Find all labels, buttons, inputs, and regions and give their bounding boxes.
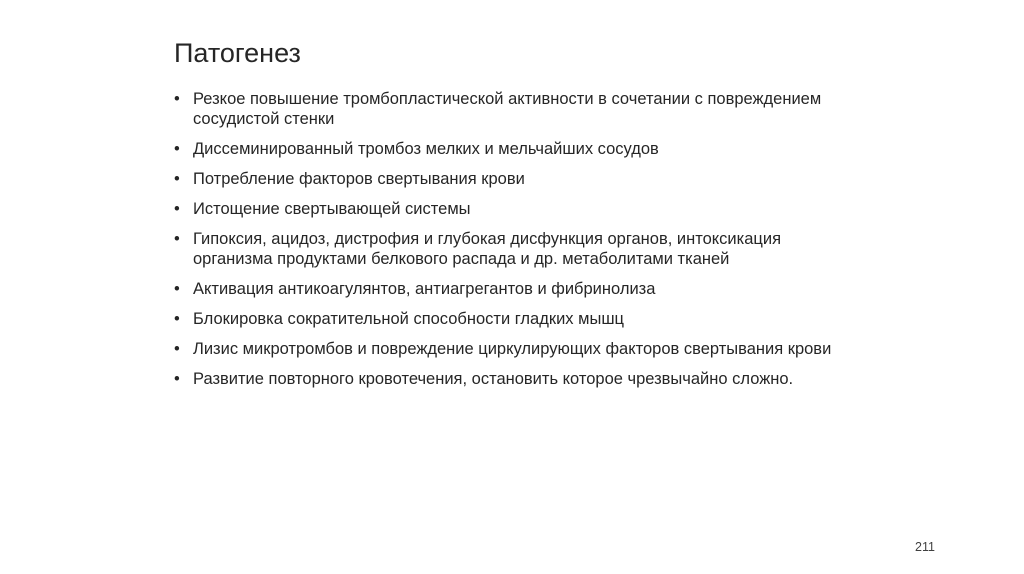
list-item (174, 169, 854, 189)
list-item-text: Потребление факторов свертывания крови (193, 170, 525, 188)
bullet-icon: • (174, 140, 180, 158)
list-item (174, 199, 854, 219)
bullet-icon: • (174, 280, 180, 298)
list-item-text: Активация антикоагулянтов, антиагрегантов и фибринолиза (193, 280, 656, 298)
list-item (174, 139, 854, 159)
list-item-text: Лизис микротромбов и повреждение циркулирующих факторов свертывания крови (193, 340, 832, 358)
list-item (174, 369, 854, 389)
list-item (174, 309, 854, 329)
list-item (174, 279, 854, 299)
list-item (174, 89, 854, 129)
bullet-icon: • (174, 200, 180, 218)
bullet-icon: • (174, 310, 180, 328)
list-item-text: Гипоксия, ацидоз, дистрофия и глубокая дисфункция органов, интоксикация организма продуктами белкового распада и др. метаболитами тканей (193, 230, 782, 268)
bullet-icon: • (174, 90, 180, 108)
page-number: 211 (915, 540, 935, 554)
list-item-text: Блокировка сократительной способности гладких мышц (193, 310, 625, 328)
list-item (174, 339, 854, 359)
bullet-icon: • (174, 340, 180, 358)
list-item-text: Резкое повышение тромбопластической активности в сочетании с повреждением сосудистой стенки (193, 90, 822, 128)
list-item-text: Развитие повторного кровотечения, остановить которое чрезвычайно сложно. (193, 370, 794, 388)
bullet-list (174, 89, 854, 399)
list-item-text: Диссеминированный тромбоз мелких и мельчайших сосудов (193, 140, 659, 158)
bullet-icon: • (174, 170, 180, 188)
bullet-icon: • (174, 370, 180, 388)
list-item (174, 229, 854, 269)
list-item-text: Истощение свертывающей системы (193, 200, 471, 218)
slide-title: Патогенез (174, 38, 301, 68)
bullet-icon: • (174, 230, 180, 248)
